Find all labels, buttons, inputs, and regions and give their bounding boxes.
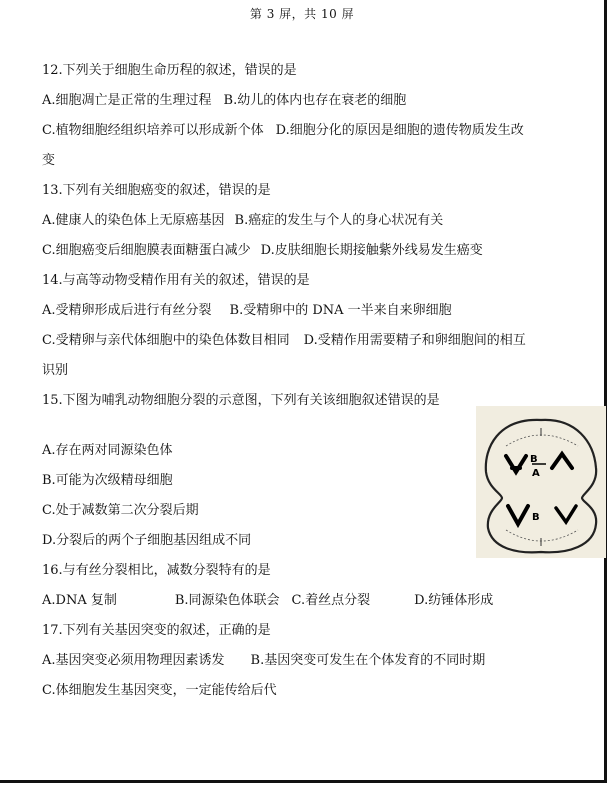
q17-option-c: C.体细胞发生基因突变，一定能传给后代 xyxy=(42,683,277,698)
q16-stem: 16.与有丝分裂相比，减数分裂特有的是 xyxy=(42,563,271,578)
q12-option-d: D.细胞分化的原因是细胞的遗传物质发生改 xyxy=(275,123,524,138)
q17-options-row1 xyxy=(42,653,485,669)
q13-option-b: B.癌症的发生与个人的身心状况有关 xyxy=(234,213,444,228)
q14-options-row2 xyxy=(42,333,526,349)
q13-option-a: A.健康人的染色体上无原癌基因 xyxy=(42,213,225,228)
q12-option-c: C.植物细胞经组织培养可以形成新个体 xyxy=(42,123,264,138)
q15-option-d: D.分裂后的两个子细胞基因组成不同 xyxy=(42,533,252,548)
q12-options-row2 xyxy=(42,123,524,139)
q14-options-row1 xyxy=(42,303,452,319)
q16-option-d: D.纺锤体形成 xyxy=(414,593,494,608)
q13-stem: 13.下列有关细胞癌变的叙述，错误的是 xyxy=(42,183,271,198)
q17-stem: 17.下列有关基因突变的叙述，正确的是 xyxy=(42,623,271,638)
q14-stem: 14.与高等动物受精作用有关的叙述，错误的是 xyxy=(42,273,310,288)
cell-division-figure xyxy=(476,406,606,558)
gene-label-upper-a: A xyxy=(532,468,540,479)
q13-option-c: C.细胞癌变后细胞膜表面糖蛋白减少 xyxy=(42,243,251,258)
q13-option-d: D.皮肤细胞长期接触紫外线易发生癌变 xyxy=(260,243,483,258)
q13-options-row1 xyxy=(42,213,443,229)
q12-option-b: B.幼儿的体内也存在衰老的细胞 xyxy=(223,93,407,108)
q16-options-row xyxy=(42,593,493,609)
q13-options-row2 xyxy=(42,243,483,259)
q15-option-a: A.存在两对同源染色体 xyxy=(42,443,173,458)
q14-option-c: C.受精卵与亲代体细胞中的染色体数目相同 xyxy=(42,333,290,348)
q14-option-d: D.受精作用需要精子和卵细胞间的相互 xyxy=(303,333,526,348)
q17-option-b: B.基因突变可发生在个体发育的不同时期 xyxy=(250,653,486,668)
q16-option-b: B.同源染色体联会 xyxy=(174,593,280,608)
q12-options-row1 xyxy=(42,93,406,109)
q12-stem: 12.下列关于细胞生命历程的叙述，错误的是 xyxy=(42,63,297,78)
q14-option-a: A.受精卵形成后进行有丝分裂 xyxy=(42,303,212,318)
q12-option-d-continued: 变 xyxy=(42,153,56,168)
q16-option-c: C.着丝点分裂 xyxy=(291,593,371,608)
q14-option-d-continued: 识别 xyxy=(42,363,69,378)
gene-label-upper-b: B xyxy=(530,454,538,465)
gene-label-lower-b: B xyxy=(532,512,540,523)
q15-stem: 15.下图为哺乳动物细胞分裂的示意图，下列有关该细胞叙述错误的是 xyxy=(42,393,440,408)
q14-option-b: B.受精卵中的 DNA 一半来自来卵细胞 xyxy=(229,303,452,318)
page-header: 第 3 屏，共 10 屏 xyxy=(249,7,355,21)
q12-option-a: A.细胞凋亡是正常的生理过程 xyxy=(42,93,212,108)
q15-option-c: C.处于减数第二次分裂后期 xyxy=(42,503,199,518)
q16-option-a: A.DNA 复制 xyxy=(42,593,117,608)
q15-option-b: B.可能为次级精母细胞 xyxy=(42,473,173,488)
q17-option-a: A.基因突变必须用物理因素诱发 xyxy=(42,653,225,668)
